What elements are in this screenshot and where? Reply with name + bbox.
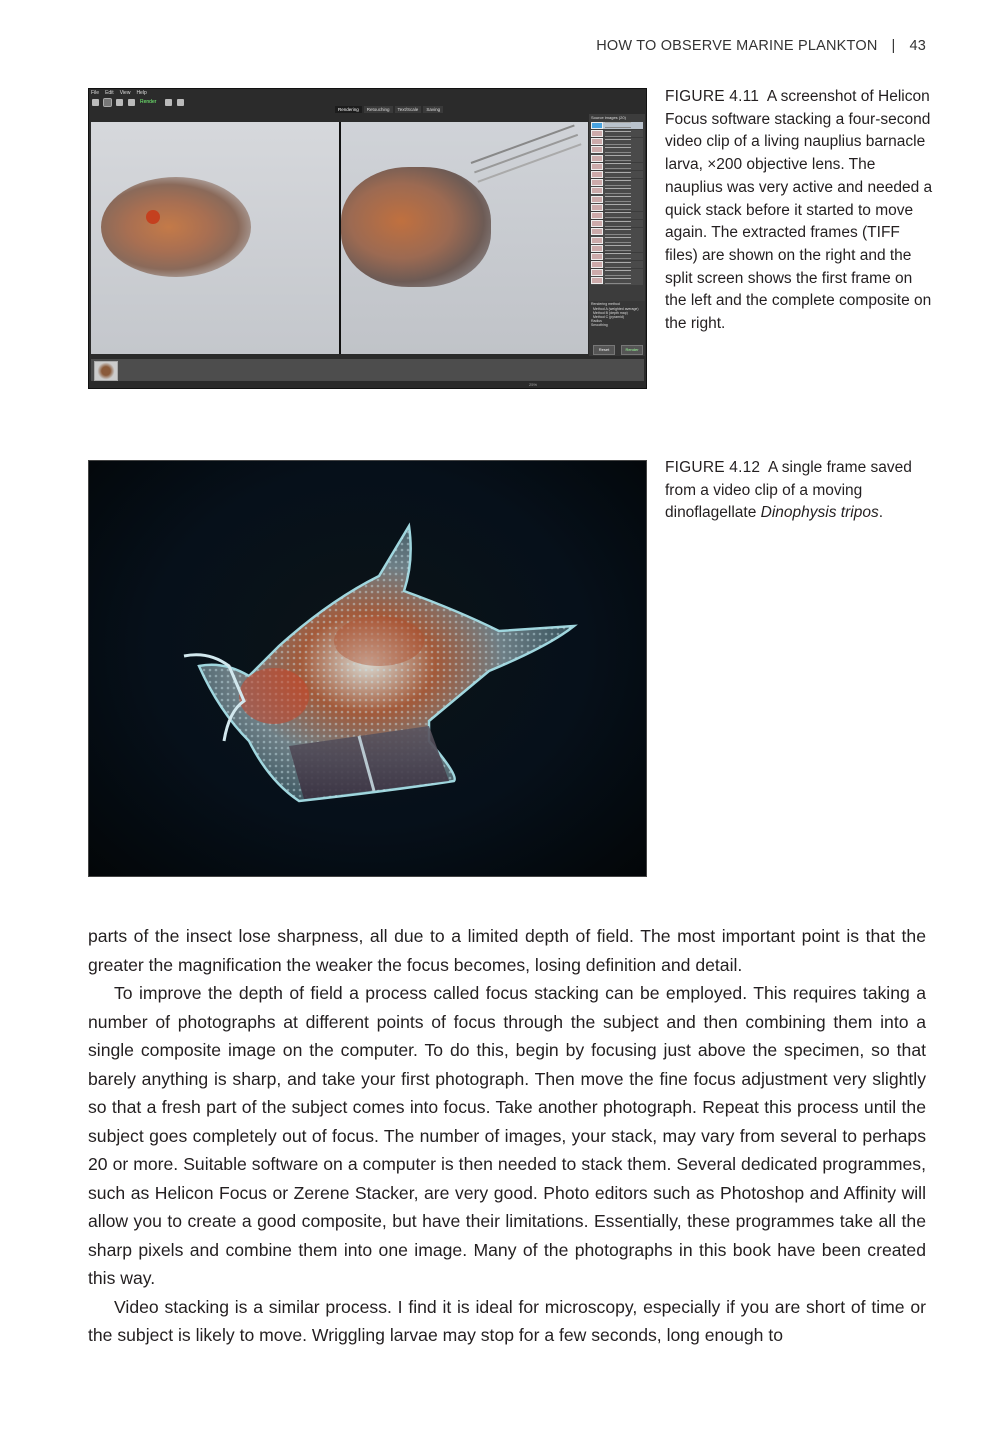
- nauplius-eye-spot: [146, 210, 160, 224]
- nauplius-sharp-image: [341, 167, 491, 287]
- thumb-icon: [591, 146, 603, 153]
- source-image-item: [591, 212, 643, 220]
- figure-4-11-caption: [665, 86, 935, 336]
- file-info: [605, 204, 631, 210]
- figure-label: FIGURE 4.11: [665, 88, 760, 105]
- thumb-icon: [591, 204, 603, 211]
- paragraph: Video stacking is a similar process. I find it is ideal for microscopy, especially if you are short of time or the subject is likely to move. Wriggling larvae may stop for a few seconds, long enough to: [88, 1296, 926, 1345]
- method-b-option: Method B (depth map): [593, 311, 628, 315]
- render-icon: Render: [140, 99, 157, 105]
- species-name: Dinophysis tripos: [760, 504, 879, 522]
- file-info: [605, 131, 631, 137]
- source-image-item: [591, 171, 643, 179]
- caption-end: .: [878, 504, 884, 522]
- source-image-item: [591, 244, 643, 252]
- output-thumbnail: [94, 361, 118, 381]
- thumb-icon: [591, 261, 603, 268]
- thumb-icon: [591, 196, 603, 203]
- file-info: [605, 253, 631, 259]
- tab-text-scale: Text/Scale: [395, 106, 422, 113]
- caption-text: A single frame saved from a video clip of a moving dinoflagellate: [665, 459, 912, 522]
- output-filmstrip: [91, 359, 644, 381]
- thumb-icon: [591, 155, 603, 162]
- nauplius-spines: [471, 124, 575, 164]
- settings-icon: [177, 99, 184, 106]
- file-info: [605, 147, 631, 153]
- source-image-item: [591, 269, 643, 277]
- source-image-item: [591, 220, 643, 228]
- composite-pane: [341, 122, 588, 354]
- printer-icon: [128, 99, 135, 106]
- thumb-icon: [591, 269, 603, 276]
- thumb-icon: [591, 122, 603, 129]
- source-image-item: [591, 187, 643, 195]
- figure-4-12-caption: [665, 457, 935, 525]
- render-button: Render: [621, 345, 643, 355]
- source-image-item: [591, 236, 643, 244]
- running-head-separator: |: [891, 38, 896, 54]
- thumb-icon: [591, 212, 603, 219]
- thumb-icon: [591, 179, 603, 186]
- file-info: [605, 221, 631, 227]
- file-info: [605, 188, 631, 194]
- paragraph: parts of the insect lose sharpness, all due to a limited depth of field. The most important point is that the greater the magnification the weaker the focus becomes, losing definition and detail.: [88, 926, 926, 975]
- thumb-icon: [591, 277, 603, 284]
- file-info: [605, 163, 631, 169]
- menu-edit: Edit: [105, 90, 114, 96]
- smoothing-label: Smoothing: [591, 323, 608, 327]
- source-image-item: [591, 179, 643, 187]
- source-image-item: [591, 203, 643, 211]
- thumb-icon: [591, 228, 603, 235]
- file-info: [605, 172, 631, 178]
- file-info: [605, 212, 631, 218]
- file-info: [605, 180, 631, 186]
- file-info: [605, 237, 631, 243]
- thumb-icon: [591, 130, 603, 137]
- figure-4-11-screenshot: [88, 88, 647, 389]
- app-toolbar: [92, 97, 184, 107]
- method-c-option: Method C (pyramid): [593, 315, 624, 319]
- file-info: [605, 262, 631, 268]
- page-number: 43: [909, 38, 926, 54]
- file-info: [605, 122, 631, 128]
- reset-button: Reset: [593, 345, 615, 355]
- app-tabs: [335, 106, 443, 113]
- rendering-controls: [589, 301, 645, 356]
- split-view-icon: [104, 99, 111, 106]
- thumb-icon: [591, 163, 603, 170]
- thumb-icon: [591, 138, 603, 145]
- thumb-icon: [591, 245, 603, 252]
- file-icon: [92, 99, 99, 106]
- dinoflagellate-image: [129, 481, 609, 841]
- thumb-icon: [591, 187, 603, 194]
- body-text: [88, 922, 926, 1350]
- app-menubar: [91, 90, 147, 97]
- figure-label: FIGURE 4.12: [665, 459, 761, 476]
- tab-retouching: Retouching: [364, 106, 393, 113]
- menu-help: Help: [136, 90, 147, 96]
- source-images-title: Source images (20): [591, 115, 626, 120]
- running-head-title: HOW TO OBSERVE MARINE PLANKTON: [596, 38, 878, 54]
- menu-file: File: [91, 90, 100, 96]
- paragraph: To improve the depth of field a process called focus stacking can be employed. This requires taking a number of photographs at different points of focus through the subject and then combining them into a single composite image on the computer. To do this, begin by focusing just above the specimen, so that barely anything is sharp, and take your first photograph. Then move the fine focus adjustment very slightly so that a fresh part of the subject comes into focus. Take another photograph. Repeat this process until the subject goes completely out of focus. The number of images, your stack, may vary from several to perhaps 20 or more. Suitable software on a computer is then needed to stack them. Several dedicated programmes, such as Helicon Focus or Zerene Stacker, are very good. Photo editors such as Photoshop and Affinity will allow you to create a good composite, but have their limitations. Essentially, these programmes take all the sharp pixels and combine them into one image. Many of the photographs in this book have been created this way.: [88, 983, 926, 1288]
- file-info: [605, 245, 631, 251]
- running-head: [596, 38, 926, 54]
- method-a-option: Method A (weighted average): [593, 307, 639, 311]
- caption-text: A screenshot of Helicon Focus software stacking a four-second video clip of a living nauplius barnacle larva, ×200 objective lens. The nauplius was very active and needed a quick stack before it started to move again. The extracted frames (TIFF files) are shown on the right and the split screen shows the first frame on the left and the complete composite on the right.: [665, 88, 933, 333]
- zoom-status: 25%: [529, 382, 538, 387]
- source-image-item: [591, 138, 643, 146]
- menu-view: View: [119, 90, 131, 96]
- rendering-method-label: Rendering method: [591, 302, 620, 306]
- source-image-item: [591, 261, 643, 269]
- thumb-icon: [591, 237, 603, 244]
- radius-label: Radius: [591, 319, 602, 323]
- file-info: [605, 229, 631, 235]
- source-image-item: [591, 253, 643, 261]
- tab-rendering: Rendering: [335, 106, 362, 113]
- file-info: [605, 278, 631, 284]
- first-frame-pane: [91, 122, 339, 354]
- source-image-item: [591, 154, 643, 162]
- tab-saving: Saving: [423, 106, 443, 113]
- file-info: [605, 155, 631, 161]
- source-image-item: [591, 277, 643, 285]
- single-view-icon: [116, 99, 123, 106]
- source-image-item: [591, 228, 643, 236]
- source-image-item: [591, 130, 643, 138]
- source-image-item: [591, 146, 643, 154]
- figure-4-12-photo: [88, 460, 647, 877]
- source-image-item: [591, 122, 643, 130]
- file-info: [605, 196, 631, 202]
- thumb-icon: [591, 220, 603, 227]
- brush-icon: [165, 99, 172, 106]
- file-info: [605, 270, 631, 276]
- file-info: [605, 139, 631, 145]
- source-image-item: [591, 163, 643, 171]
- thumb-icon: [591, 253, 603, 260]
- source-image-item: [591, 195, 643, 203]
- nauplius-blurred-image: [101, 177, 251, 277]
- thumb-icon: [591, 171, 603, 178]
